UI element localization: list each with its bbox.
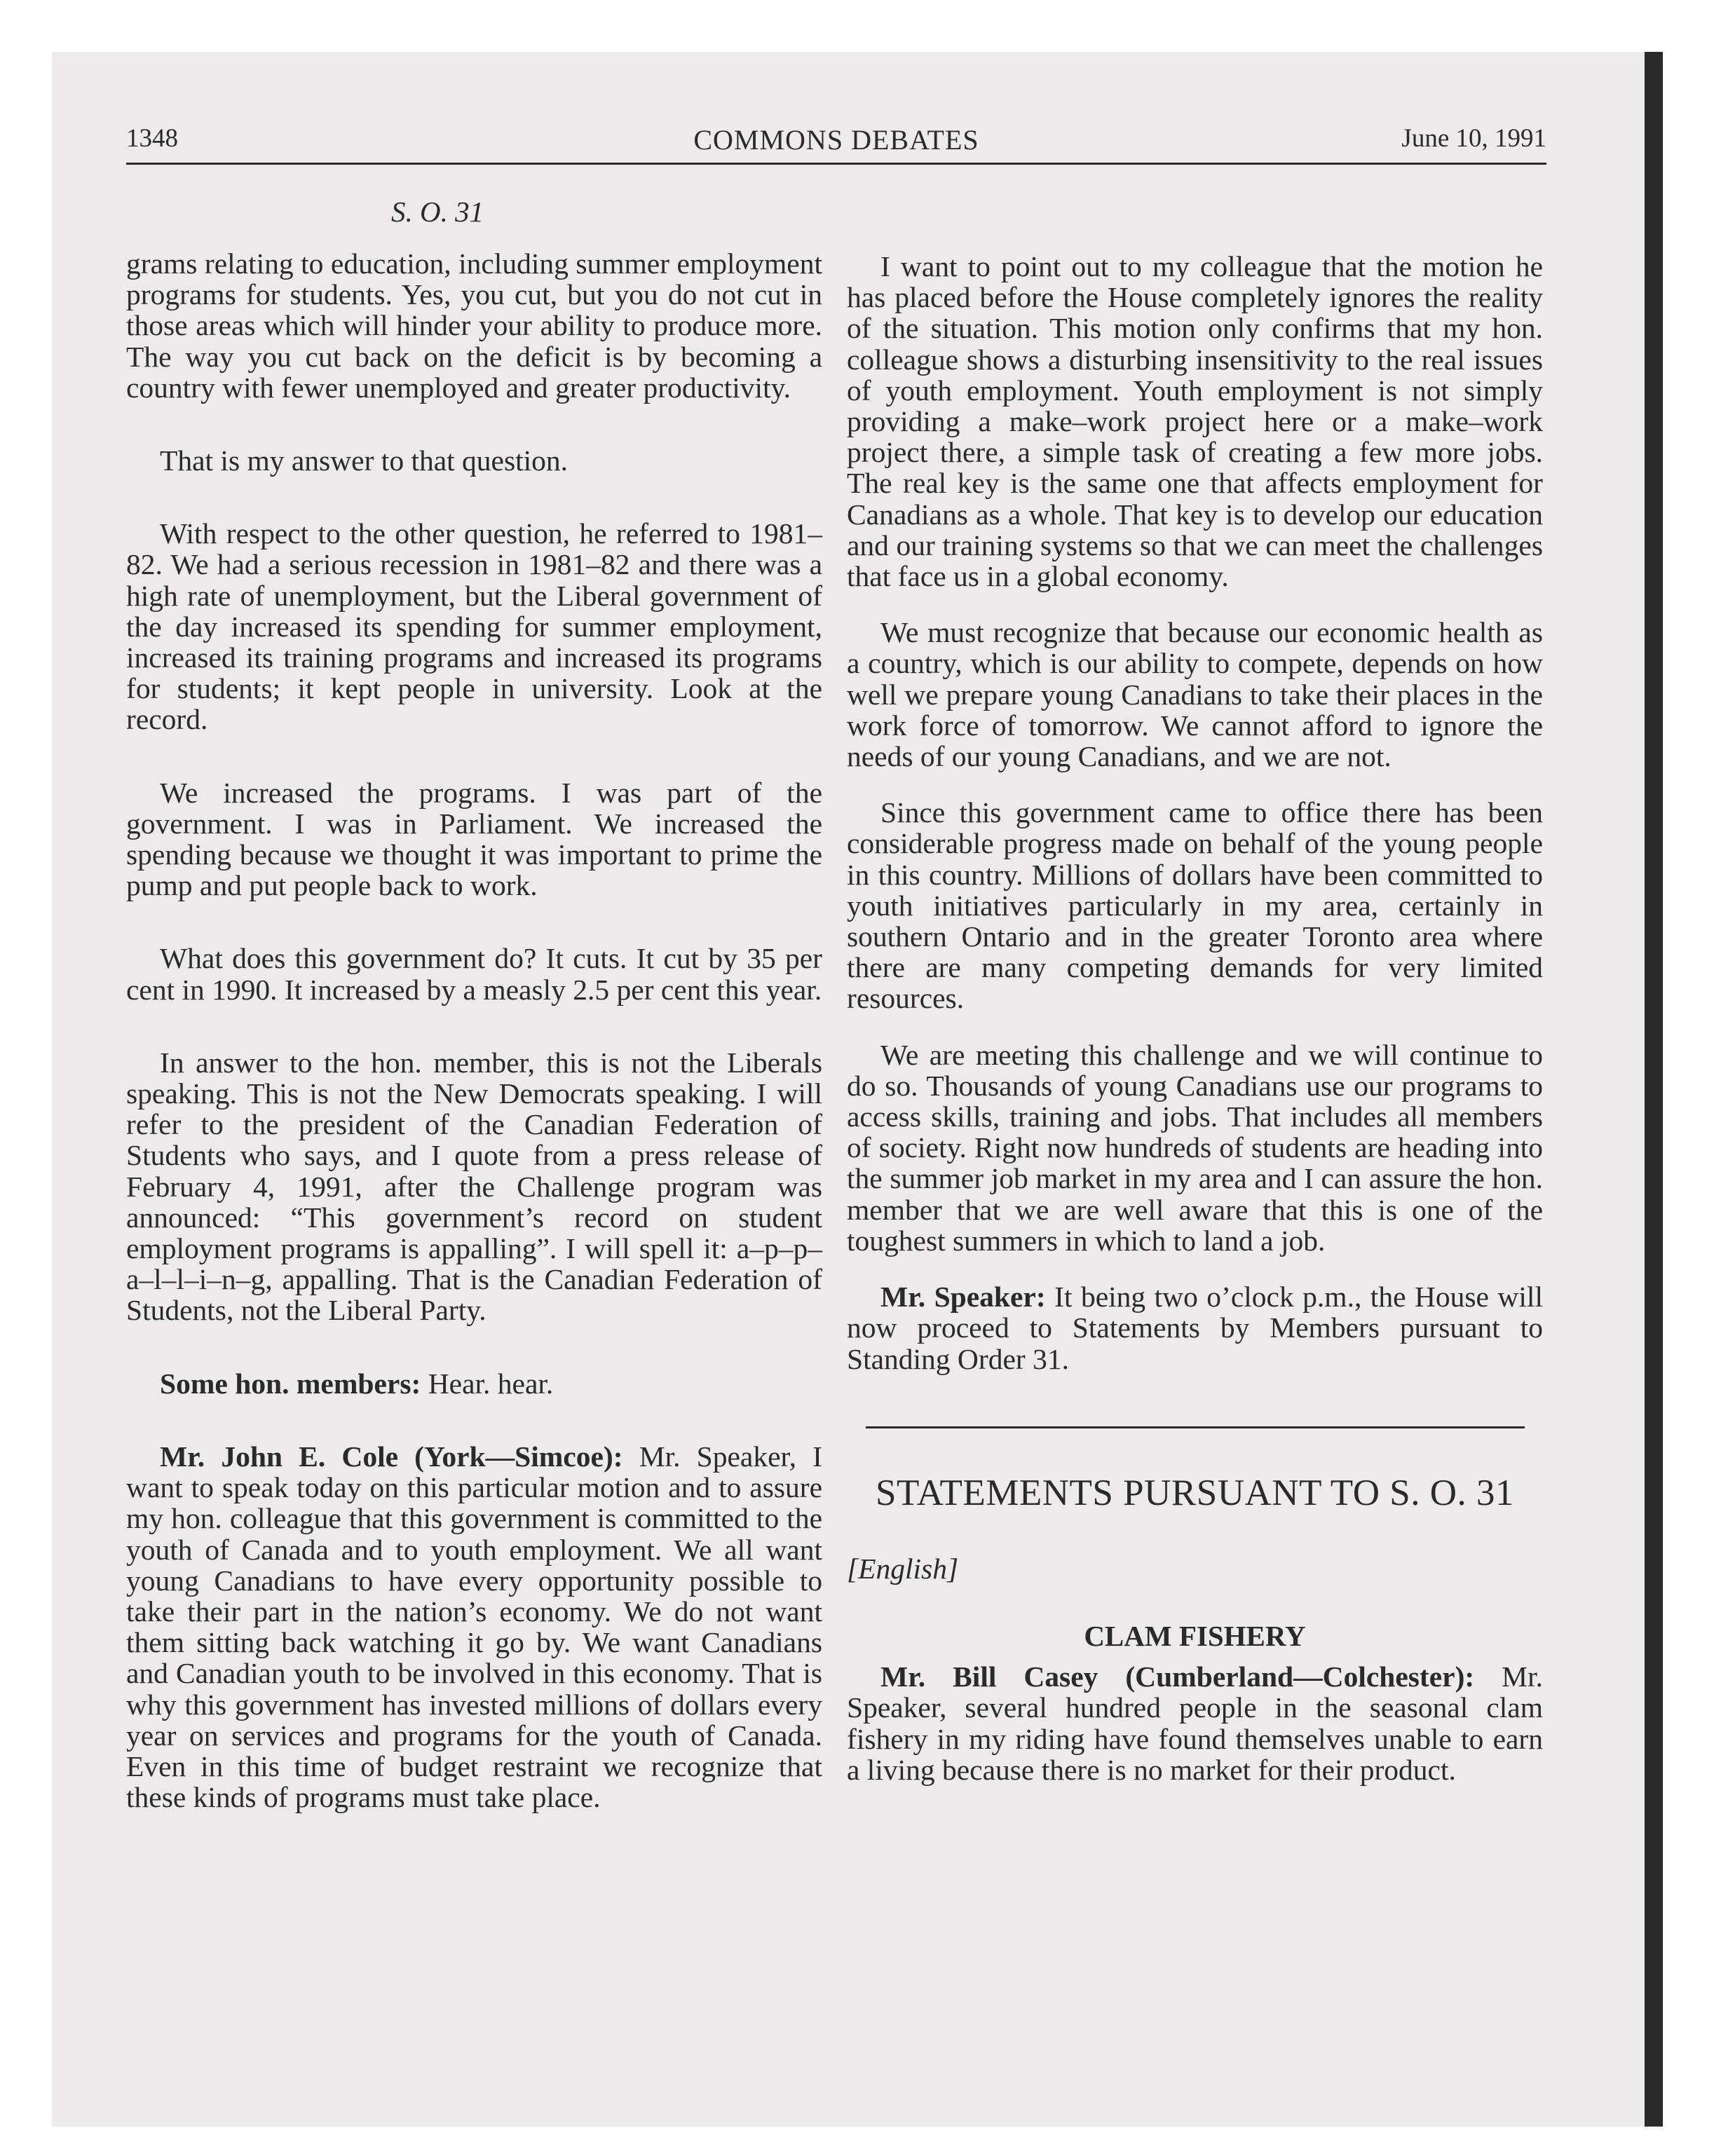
header-rule [126,163,1546,165]
right-column [847,251,1543,1785]
paragraph: We must recognize that because our economic health as a country, which is our ability to compete, depends on how well we prepare young Canadians to take their places in the work force of tomorrow. We cannot afford to ignore the needs of our young Canadians, and we are not. [847,616,1543,773]
journal-title: COMMONS DEBATES [693,124,979,156]
header-date: June 10, 1991 [1401,124,1546,153]
left-column [126,248,822,1855]
speaker-name: Some hon. members: [160,1367,421,1400]
section-marker: S. O. 31 [391,196,484,228]
section-title: STATEMENTS PURSUANT TO S. O. 31 [876,1472,1514,1513]
language-tag: [English] [847,1552,959,1585]
speaker-name: Mr. John E. Cole (York—Simcoe): [160,1440,623,1473]
paragraph: We are meeting this challenge and we will continue to do so. Thousands of young Canadians use our programs to access skills, training and jobs. That includes all members of society. Right now hundreds of students are heading into the summer job market in my area and I can assure the hon. member that we are well aware that this is one of the toughest summers in which to land a job. [847,1038,1543,1257]
speech-text: Mr. Speaker, I want to speak today on this particular motion and to assure my hon. colleague that this government is committed to the youth of Canada and to youth employment. We all want young Canadians to have every opportunity possible to take their part in the nation’s economy. We do not want them sitting back watching it go by. We want Canadians and Canadian youth to be involved in this economy. That is why this government has invested millions of dollars every year on services and programs for the youth of Canada. Even in this time of budget restraint we recognize that these kinds of programs must take place. [126,1440,823,1814]
speech [126,1441,822,1813]
paragraph: Since this government came to office there has been considerable progress made on behalf of the young people in this country. Millions of dollars have been committed to youth initiatives particularly in my area, certainly in southern Ontario and in the greater Toronto area where there are many competing demands for very limited resources. [847,796,1543,1015]
paragraph: We increased the programs. I was part of the government. I was in Parliament. We increased the spending because we thought it was important to prime the pump and put people back to work. [126,776,822,902]
page-number: 1348 [126,124,178,153]
paragraph: With respect to the other question, he referred to 1981–82. We had a serious recession in 1981–82 and there was a high rate of unemployment, but the Liberal government of the day increased its spending for summer employment, increased its training programs and increased its programs for students; it kept people in university. Look at the record. [126,517,822,736]
section-divider [866,1426,1525,1428]
subheading: CLAM FISHERY [1084,1619,1306,1652]
paragraph: What does this government do? It cuts. It cut by 35 per cent in 1990. It increased by a measly 2.5 per cent this year. [126,942,822,1006]
paragraph: grams relating to education, including summer employment programs for students. Yes, you cut, but you do not cut in those areas which will hinder your ability to produce more. The way you cut back on the deficit is by becoming a country with fewer unemployed and greater productivity. [126,247,822,404]
interjection [126,1368,822,1399]
speech [847,1661,1543,1785]
running-header [126,123,1546,158]
paragraph: That is my answer to that question. [160,444,569,477]
speech-text: Mr. Speaker, several hundred people in the seasonal clam fishery in my riding have found themselves unable to earn a living because there is no market for their product. [847,1660,1543,1786]
speech-text: It being two o’clock p.m., the House will now proceed to Statements by Members pursuant to Standing Order 31. [847,1281,1543,1375]
paragraph: I want to point out to my colleague that the motion he has placed before the House completely ignores the reality of the situation. This motion only confirms that my hon. colleague shows a disturbing insensitivity to the real issues of youth employment. Youth employment is not simply providing a make–work project here or a make–work project there, a simple task of creating a few more jobs. The real key is the same one that affects employment for Canadians as a whole. That key is to develop our education and our training systems so that we can meet the challenges that face us in a global economy. [847,250,1543,593]
speech [847,1281,1543,1374]
speaker-name: Mr. Bill Casey (Cumberland—Colchester): [880,1660,1475,1693]
paragraph: In answer to the hon. member, this is not the Liberals speaking. This is not the New Democrats speaking. I will refer to the president of the Canadian Federation of Students who says, and I quote from a press release of February 4, 1991, after the Challenge program was announced: “This government’s record on student employment programs is appalling”. I will spell it: a–p–p–a–l–l–i–n–g, appalling. That is the Canadian Federation of Students, not the Liberal Party. [126,1046,822,1327]
speech-text: Hear. hear. [421,1367,554,1400]
speaker-name: Mr. Speaker: [880,1281,1046,1314]
scan-edge-shadow [1645,52,1663,2127]
